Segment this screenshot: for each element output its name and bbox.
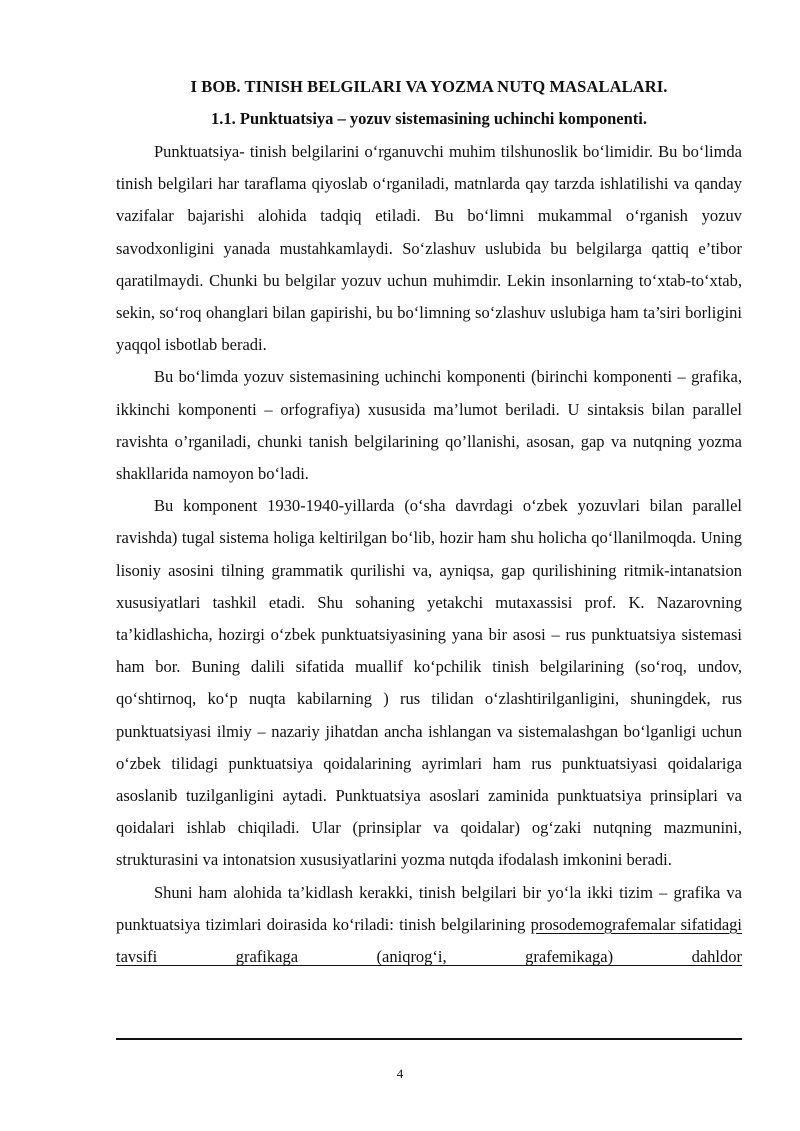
document-page bbox=[116, 72, 742, 973]
chapter-title: I BOB. TINISH BELGILARI VA YOZMA NUTQ MASALALARI. bbox=[190, 77, 668, 96]
paragraph-2: Bu bo‘limda yozuv sistemasining uchinchi komponenti (birinchi komponenti – grafika, ikkinchi komponenti – orfografiya) xususida ma’lumot beriladi. U sintaksis bilan parallel ravishta o’rganiladi, chunki tanish belgilarining qo’llanishi, asosan, gap va nutqning yozma shakllarida namoyon bo‘ladi. bbox=[116, 367, 742, 484]
section-title: 1.1. Punktuatsiya – yozuv sistemasining uchinchi komponenti. bbox=[211, 109, 647, 128]
paragraph-4-text: Shuni ham alohida ta’kidlash kerakki, tinish belgilari bir yo‘la ikki tizim – grafika va punktuatsiya tizimlari doirasida ko‘riladi: tinish belgilarining bbox=[116, 882, 742, 934]
paragraph-4-underlined-line: prosodemografemalar sifatidagi tavsifi grafikaga (aniqrog‘i, grafemikaga) dahldor bbox=[116, 914, 742, 967]
footnote-divider bbox=[116, 1038, 742, 1040]
page-number: 4 bbox=[396, 1066, 404, 1081]
paragraph-1: Punktuatsiya- tinish belgilarini o‘rganuvchi muhim tilshunoslik bo‘limidir. Bu bo‘limda tinish belgilari har taraflama qiyoslab o‘rganiladi, matnlarda qay tarzda ishlatilishi va qanday vazifalar bajarishi alohida tadqiq etiladi. Bu bo‘limni mukammal o‘rganish yozuv savodxonligini yanada mustahkamlaydi. So‘zlashuv uslubida bu belgilarga qattiq e’tibor qaratilmaydi. Chunki bu belgilar yozuv uchun muhimdir. Lekin insonlarning to‘xtab-to‘xtab, sekin, so‘roq ohanglari bilan gapirishi, bu bo‘limning so‘zlashuv uslubiga ham ta’siri borligini yaqqol isbotlab beradi. bbox=[116, 142, 742, 355]
paragraph-4 bbox=[116, 877, 742, 974]
paragraph-3: Bu komponent 1930-1940-yillarda (o‘sha davrdagi o‘zbek yozuvlari bilan parallel ravishda) tugal sistema holiga keltirilgan bo‘lib, hozir ham shu holicha qo‘llanilmoqda. Uning lisoniy asosini tilning grammatik qurilishi va, ayniqsa, gap qurilishining ritmik-intanatsion xususiyatlari tashkil etadi. Shu sohaning yetakchi mutaxassisi prof. K. Nazarovning ta’kidlashicha, hozirgi o‘zbek punktuatsiyasining yana bir asosi – rus punktuatsiya sistemasi ham bor. Buning dalili sifatida muallif ko‘pchilik tinish belgilarining (so‘roq, undov, qo‘shtirnoq, ko‘p nuqta kabilarning ) rus tilidan o‘zlashtirilganligini, shuningdek, rus punktuatsiyasi ilmiy – nazariy jihatdan ancha ishlangan va sistemalashgan bo‘lganligi uchun o‘zbek tilidagi punktuatsiya qoidalarining ayrimlari ham rus punktuatsiyasi qoidalariga asoslanib tuzilganligini aytadi. Punktuatsiya asoslari zaminida punktuatsiya prinsiplari va qoidalari ishlab chiqiladi. Ular (prinsiplar va qoidalar) og‘zaki nutqning mazmunini, strukturasini va intonatsion xususiyatlarini yozma nutqda ifodalash imkonini beradi. bbox=[116, 496, 742, 870]
